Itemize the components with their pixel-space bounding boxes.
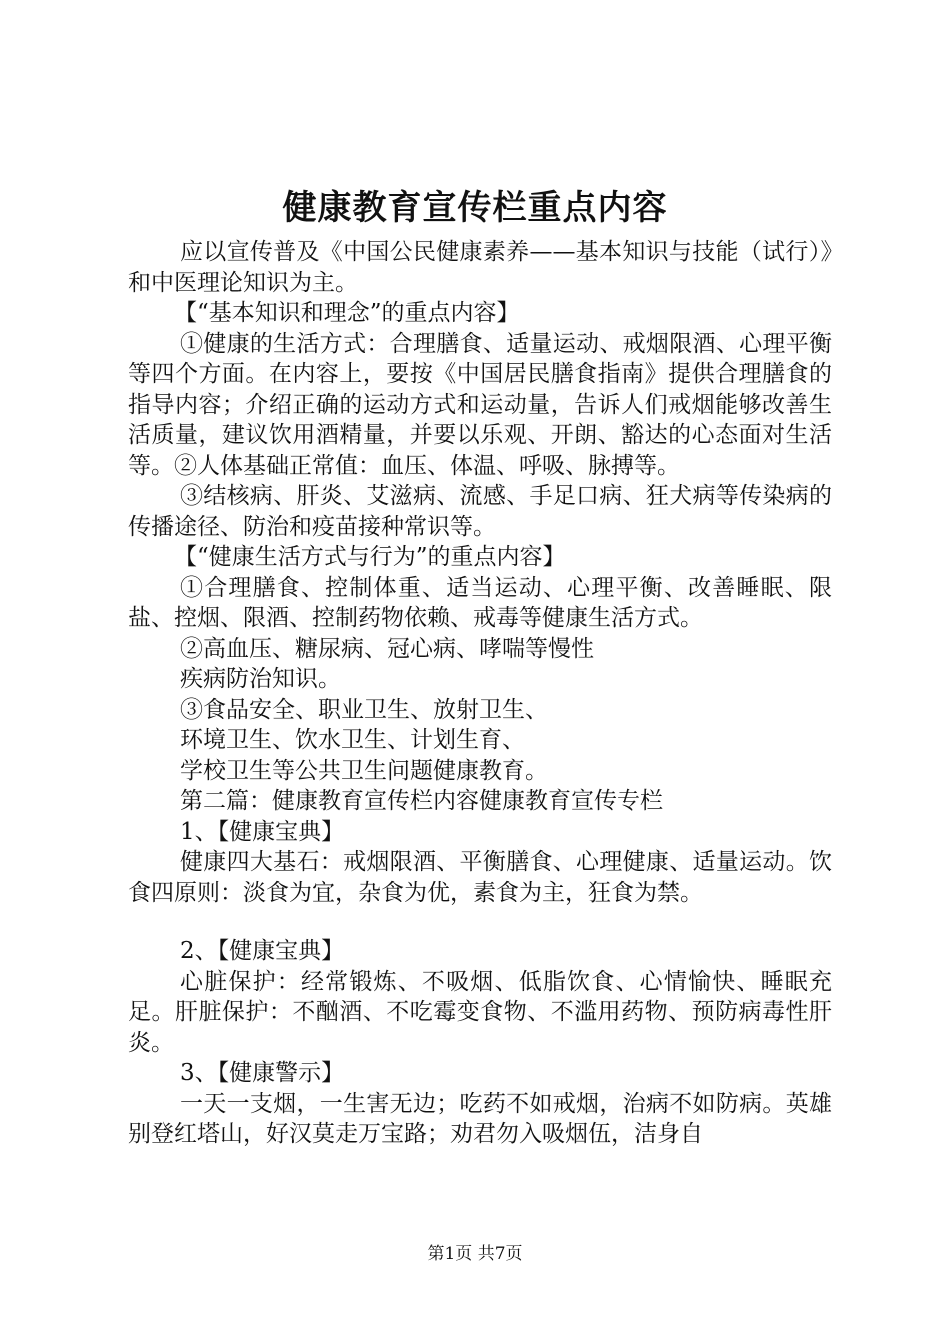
item-heading-3: 3、【健康警示】 [180,1060,345,1086]
item-heading-1: 1、【健康宝典】 [180,818,345,845]
chapter-two-heading: 第二篇：健康教育宣传栏内容健康教育宣传专栏 [180,788,663,814]
paragraph-public-health-line1: ③食品安全、职业卫生、放射卫生、 [180,696,548,723]
document-body [128,237,832,1150]
paragraph-healthy-lifestyle: ①健康的生活方式：合理膳食、适量运动、戒烟限酒、心理平衡等四个方面。在内容上，要按《中国居民膳食指南》提供合理膳食的指导内容；介绍正确的运动方式和运动量，告诉人们戒烟能够改善生活质量，建议饮用酒精量，并要以乐观、开朗、豁达的心态面对生活等。②人体基础正常值：血压、体温、呼吸、脉搏等。 [128,330,832,479]
paragraph-smoking-warning: 一天一支烟，一生害无边；吃药不如戒烟，治病不如防病。英雄别登红塔山，好汉莫走万宝路；劝君勿入吸烟伍，洁身自 [128,1090,832,1147]
paragraph-infectious-disease: ③结核病、肝炎、艾滋病、流感、手足口病、狂犬病等传染病的传播途径、防治和疫苗接种常识等。 [128,483,832,540]
item-heading-2: 2、【健康宝典】 [180,938,345,964]
blank-line [128,908,832,936]
paragraph-organ-protection: 心脏保护：经常锻炼、不吸烟、低脂饮食、心情愉快、睡眠充足。肝脏保护：不酗酒、不吃霉变食物、不滥用药物、预防病毒性肝炎。 [128,968,832,1056]
section-heading-basic-knowledge: 【“基本知识和理念”的重点内容】 [174,300,520,326]
document-title: 健康教育宣传栏重点内容 [282,188,668,228]
paragraph-lifestyle-items: ①合理膳食、控制体重、适当运动、心理平衡、改善睡眠、限盐、控烟、限酒、控制药物依赖、戒毒等健康生活方式。 [128,574,832,631]
paragraph-chronic-disease-line2: 疾病防治知识。 [180,666,341,692]
page-footer: 第1页 共7页 [427,1244,523,1264]
paragraph-public-health-line2: 环境卫生、饮水卫生、计划生育、 [180,727,525,753]
paragraph-public-health-line3: 学校卫生等公共卫生问题健康教育。 [180,757,548,784]
intro-paragraph: 应以宣传普及《中国公民健康素养——基本知识与技能（试行）》和中医理论知识为主。 [128,239,832,296]
paragraph-health-cornerstones: 健康四大基石：戒烟限酒、平衡膳食、心理健康、适量运动。饮食四原则：淡食为宜，杂食为优，素食为主，狂食为禁。 [128,849,832,906]
paragraph-chronic-disease-line1: ②高血压、糖尿病、冠心病、哮喘等慢性 [180,635,594,662]
section-heading-lifestyle-behavior: 【“健康生活方式与行为”的重点内容】 [174,544,566,570]
